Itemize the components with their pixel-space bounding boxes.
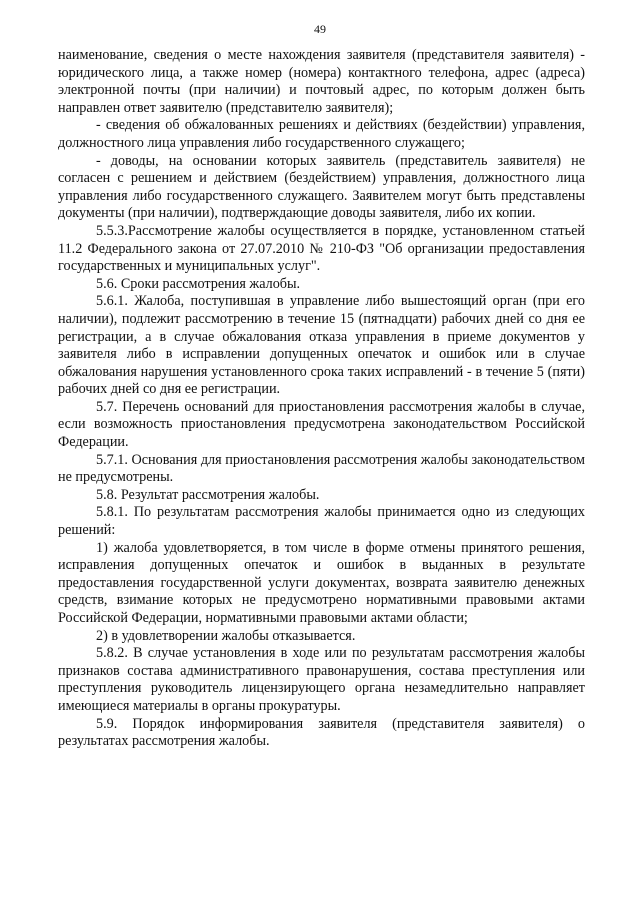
- paragraph-5-7-1: 5.7.1. Основания для приостановления рассмотрения жалобы законодательством не предусмотрены.: [58, 451, 585, 486]
- paragraph-decision-1: 1) жалоба удовлетворяется, в том числе в форме отмены принятого решения, исправления допущенных опечаток и ошибок в выданных в результате предоставления государственной услуги документах, возврата заявителю денежных средств, взимание которых не предусмотрено нормативными правовыми актами Российской Федерации, нормативными правовыми актами области;: [58, 539, 585, 626]
- paragraph-5-6-1: 5.6.1. Жалоба, поступившая в управление либо вышестоящий орган (при его наличии), подлежит рассмотрению в течение 15 (пятнадцати) рабочих дней со дня ее регистрации, а в случае обжалования отказа управления в приеме документов у заявителя либо в исправлении допущенных опечаток и ошибок или в случае обжалования нарушения установленного срока таких исправлений - в течение 5 (пяти) рабочих дней со дня ее регистрации.: [58, 293, 585, 398]
- document-body: [58, 47, 585, 751]
- paragraph-5-9: 5.9. Порядок информирования заявителя (представителя заявителя) о результатах рассмотрения жалобы.: [58, 715, 585, 750]
- page-number: 49: [314, 22, 326, 36]
- paragraph-arguments: - доводы, на основании которых заявитель (представитель заявителя) не согласен с решением и действием (бездействием) управления, должностного лица управления либо государственного служащего. Заявителем могут быть представлены документы (при наличии), подтверждающие доводы заявителя, либо их копии.: [58, 152, 585, 222]
- paragraph-5-6: 5.6. Сроки рассмотрения жалобы.: [96, 275, 301, 292]
- paragraph-applicant-info: наименование, сведения о месте нахождения заявителя (представителя заявителя) - юридического лица, а также номер (номера) контактного телефона, адрес (адреса) электронной почты (при наличии) и почтовый адрес, по которым должен быть направлен ответ заявителю (представителю заявителя);: [58, 47, 585, 116]
- paragraph-5-7: 5.7. Перечень оснований для приостановления рассмотрения жалобы в случае, если возможность приостановления предусмотрена законодательством Российской Федерации.: [58, 398, 585, 451]
- paragraph-decision-2: 2) в удовлетворении жалобы отказывается.: [96, 627, 356, 644]
- paragraph-appealed-decisions: - сведения об обжалованных решениях и действиях (бездействии) управления, должностного лица управления либо государственного служащего;: [58, 117, 585, 151]
- paragraph-5-8-2: 5.8.2. В случае установления в ходе или по результатам рассмотрения жалобы признаков состава административного правонарушения, состава преступления или преступления руководитель лицензирующего органа незамедлительно направляет имеющиеся материалы в органы прокуратуры.: [58, 645, 585, 714]
- paragraph-5-8-1: 5.8.1. По результатам рассмотрения жалобы принимается одно из следующих решений:: [58, 504, 585, 539]
- paragraph-5-5-3: 5.5.3.Рассмотрение жалобы осуществляется в порядке, установленном статьей 11.2 Федерального закона от 27.07.2010 № 210-ФЗ "Об организации предоставления государственных и муниципальных услуг".: [58, 222, 585, 275]
- paragraph-5-8: 5.8. Результат рассмотрения жалобы.: [96, 486, 320, 503]
